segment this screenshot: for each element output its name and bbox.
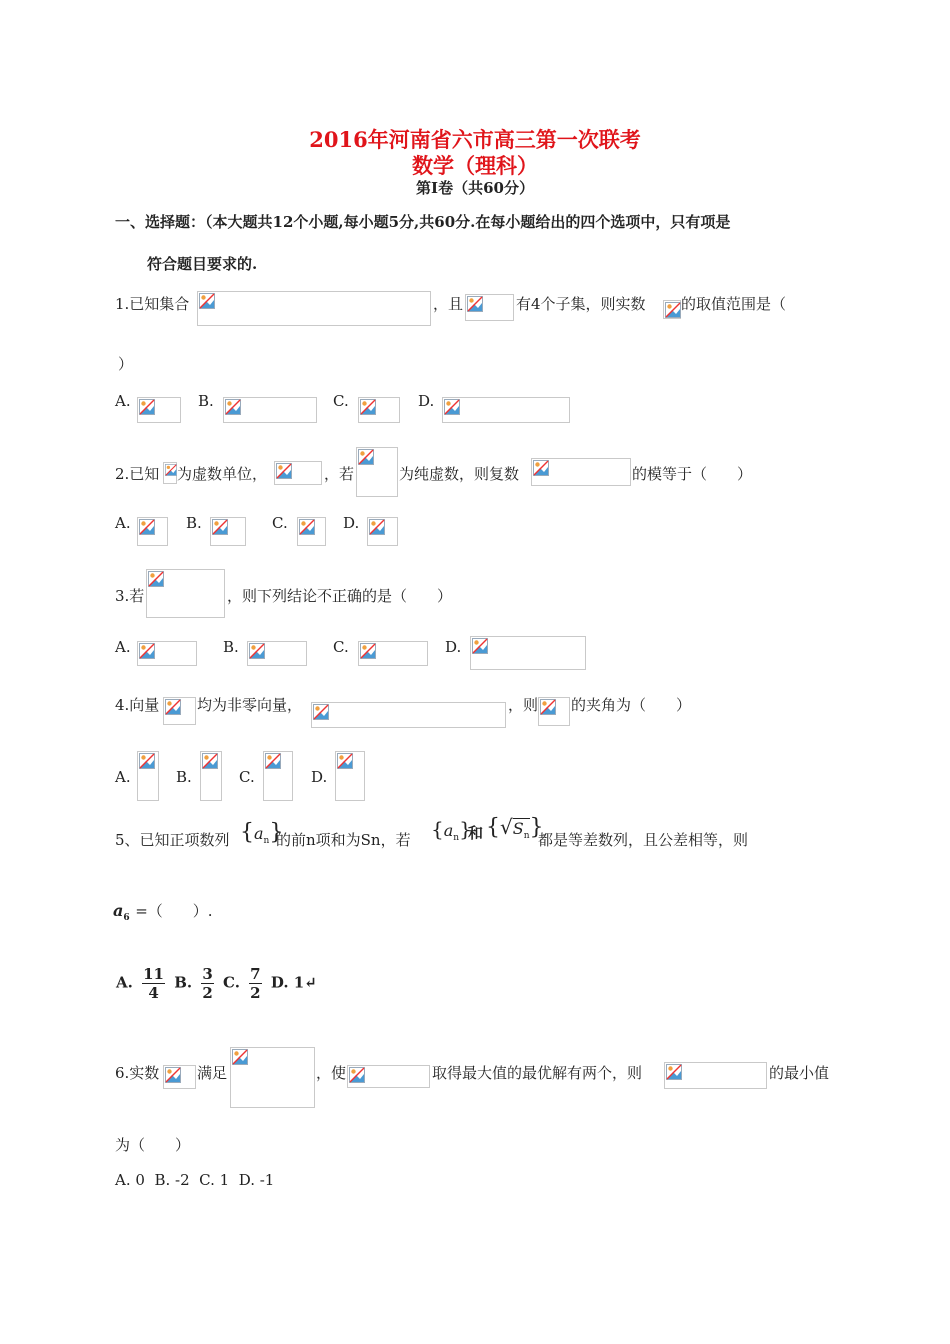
q2-option-c: C. — [272, 514, 288, 532]
broken-image-icon — [225, 399, 241, 415]
broken-image-icon — [232, 1049, 248, 1065]
broken-image-icon — [202, 753, 218, 769]
formula-image — [137, 517, 168, 546]
broken-image-icon — [139, 753, 155, 769]
sequence-a-formula: $\{a_n\}$ — [240, 820, 284, 847]
q6-text-6: 为（ ） — [115, 1136, 191, 1154]
broken-image-icon — [337, 753, 353, 769]
broken-image-icon — [472, 638, 488, 654]
section-heading-cont: 符合题目要求的. — [147, 255, 258, 273]
q2-text-2: 为虚数单位， — [177, 465, 268, 483]
q1-text-2: ，且 — [433, 295, 464, 313]
seq-a-2: a — [443, 821, 454, 840]
q4-option-b: B. — [176, 768, 192, 786]
broken-image-icon — [249, 643, 265, 659]
formula-image — [223, 397, 317, 423]
formula-image — [200, 751, 222, 801]
broken-image-icon — [369, 519, 385, 535]
formula-image — [163, 697, 196, 725]
formula-image — [347, 1065, 430, 1088]
fraction-b — [201, 965, 213, 1002]
broken-image-icon — [299, 519, 315, 535]
seq-a: a — [254, 824, 264, 843]
q2-option-d: D. — [343, 514, 360, 532]
q5-option-b: B. — [174, 973, 193, 992]
a6-letter: a — [113, 901, 124, 920]
formula-image — [163, 1065, 196, 1089]
formula-image — [146, 569, 225, 618]
q3-text-1: 3.若 — [115, 587, 145, 605]
formula-image — [247, 641, 307, 666]
formula-image — [137, 641, 197, 666]
formula-image — [358, 397, 400, 423]
q4-text-4: 的夹角为（ ） — [571, 696, 692, 714]
broken-image-icon — [533, 460, 549, 476]
fraction-b-num: 3 — [202, 965, 213, 983]
q3-option-d: D. — [445, 638, 462, 656]
broken-image-icon — [165, 1067, 181, 1083]
q5-option-d-value: 1↵ — [293, 973, 317, 992]
formula-image — [263, 751, 293, 801]
fraction-a-num: 11 — [143, 965, 164, 983]
broken-image-icon — [666, 1064, 682, 1080]
formula-image — [358, 641, 428, 666]
formula-image — [311, 702, 506, 728]
seq-a-sub: n — [263, 836, 270, 847]
formula-image — [137, 397, 181, 423]
broken-image-icon — [199, 293, 215, 309]
formula-image — [367, 517, 398, 546]
broken-image-icon — [349, 1067, 365, 1083]
broken-image-icon — [165, 699, 181, 715]
q6-text-2: 满足 — [197, 1064, 228, 1082]
seq-s: S — [512, 819, 524, 838]
q5-text-3: 和 — [468, 824, 484, 842]
q3-option-b: B. — [223, 638, 239, 656]
formula-image — [163, 462, 177, 484]
fraction-b-den: 2 — [202, 984, 213, 1002]
q6-text-4: 取得最大值的最优解有两个，则 — [432, 1064, 643, 1082]
part-heading: 第Ⅰ卷（共60分） — [416, 179, 534, 197]
q5-option-d: D. — [270, 973, 289, 992]
broken-image-icon — [444, 399, 460, 415]
q5-text-4: 都是等差数列，且公差相等，则 — [538, 831, 749, 849]
q1-option-d: D. — [418, 392, 435, 410]
formula-image — [470, 636, 586, 670]
q5-text-1: 5、已知正项数列 — [115, 831, 230, 849]
formula-image — [297, 517, 326, 546]
q5-text-2: 的前n项和为Sn，若 — [276, 831, 411, 849]
q5-options — [116, 965, 317, 1002]
q2-text-5: 的模等于（ ） — [632, 465, 753, 483]
formula-image — [335, 751, 365, 801]
q6-options: A. 0 B. -2 C. 1 D. -1 — [115, 1171, 275, 1189]
q2-text-1: 2.已知 — [115, 465, 160, 483]
broken-image-icon — [360, 643, 376, 659]
formula-image — [442, 397, 570, 423]
broken-image-icon — [665, 302, 681, 318]
broken-image-icon — [540, 699, 556, 715]
formula-image — [664, 1062, 767, 1089]
broken-image-icon — [358, 449, 374, 465]
formula-image — [210, 517, 246, 546]
broken-image-icon — [212, 519, 228, 535]
q2-option-a: A. — [115, 514, 131, 532]
q2-option-b: B. — [186, 514, 202, 532]
q1-text-5: ） — [118, 355, 134, 373]
q6-text-1: 6.实数 — [115, 1064, 160, 1082]
formula-image — [137, 751, 159, 801]
q4-text-1: 4.向量 — [115, 696, 160, 714]
seq-a-sub-2: n — [453, 833, 460, 844]
a6-rest: =（ ）. — [135, 902, 213, 920]
broken-image-icon — [276, 463, 292, 479]
broken-image-icon — [148, 571, 164, 587]
q1-text-4: 的取值范围是（ — [681, 295, 787, 313]
q3-option-c: C. — [333, 638, 349, 656]
broken-image-icon — [265, 753, 281, 769]
q6-text-3: ，使 — [316, 1064, 347, 1082]
q3-option-a: A. — [115, 638, 131, 656]
q4-option-d: D. — [311, 768, 328, 786]
q3-text-2: ，则下列结论不正确的是（ ） — [227, 587, 453, 605]
fraction-c-den: 2 — [250, 984, 261, 1002]
sequence-sqrt-s-formula: $\{√S_n\}$ — [486, 815, 544, 842]
q5-option-c: C. — [223, 973, 240, 992]
q5-option-a: A. — [116, 973, 133, 992]
formula-image — [274, 461, 322, 485]
q6-text-5: 的最小值 — [769, 1064, 830, 1082]
formula-image — [531, 458, 631, 486]
q1-option-a: A. — [115, 392, 131, 410]
q4-option-c: C. — [239, 768, 255, 786]
a6-expression — [113, 900, 213, 923]
broken-image-icon — [139, 643, 155, 659]
sequence-a-formula-2: $\{a_n\}$ — [431, 817, 472, 844]
broken-image-icon — [467, 296, 483, 312]
q2-text-4: 为纯虚数，则复数 — [399, 465, 520, 483]
q1-text-3: 有4个子集，则实数 — [516, 295, 646, 313]
formula-image — [356, 447, 398, 497]
fraction-c — [249, 965, 261, 1002]
formula-image — [538, 697, 570, 726]
fraction-c-num: 7 — [250, 965, 261, 983]
document-subtitle: 数学（理科） — [412, 153, 538, 178]
broken-image-icon — [313, 704, 329, 720]
formula-image — [663, 300, 681, 319]
section-heading: 一、选择题：（本大题共12个小题,每小题5分,共60分.在每小题给出的四个选项中，只有项是 — [115, 213, 731, 231]
q2-text-3: ，若 — [324, 465, 355, 483]
q4-text-3: ，则 — [508, 696, 539, 714]
fraction-a — [142, 965, 165, 1002]
q4-text-2: 均为非零向量， — [197, 696, 303, 714]
fraction-a-den: 4 — [148, 984, 159, 1002]
formula-image — [465, 294, 514, 321]
a6-sub: 6 — [123, 913, 130, 924]
broken-image-icon — [139, 519, 155, 535]
formula-image — [197, 291, 431, 326]
q1-option-c: C. — [333, 392, 349, 410]
broken-image-icon — [165, 464, 177, 476]
broken-image-icon — [139, 399, 155, 415]
document-title: 2016年河南省六市高三第一次联考 — [309, 127, 641, 152]
q1-option-b: B. — [198, 392, 214, 410]
q1-text-1: 1.已知集合 — [115, 295, 190, 313]
q4-option-a: A. — [115, 768, 131, 786]
broken-image-icon — [360, 399, 376, 415]
seq-s-sub: n — [523, 831, 530, 842]
formula-image — [230, 1047, 315, 1108]
